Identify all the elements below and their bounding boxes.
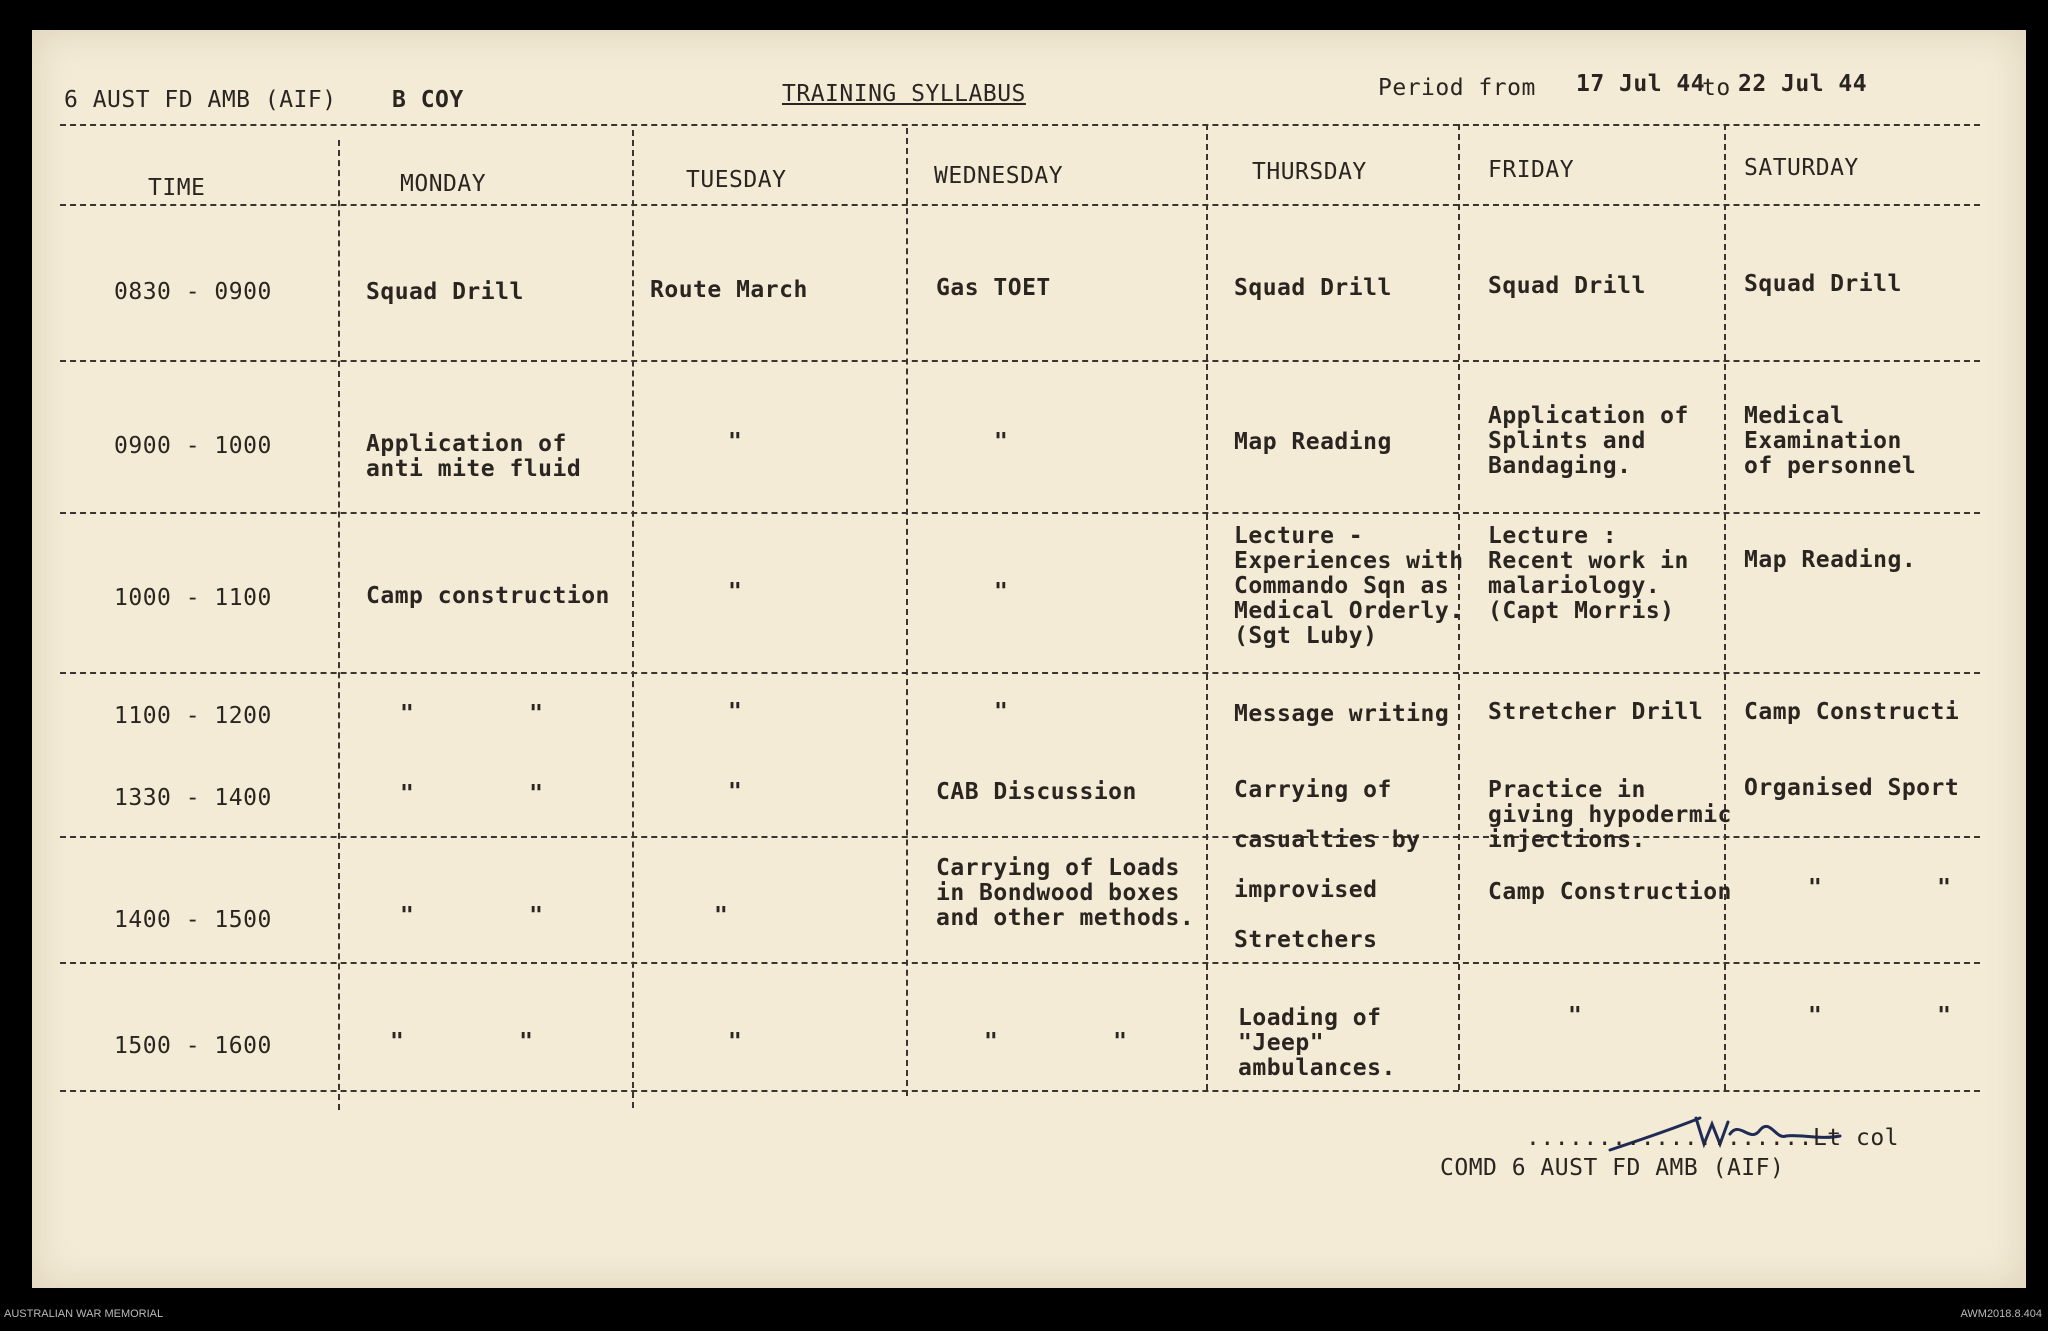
monday-cell: " " xyxy=(400,701,544,727)
time-cell: 0830 - 0900 xyxy=(114,279,272,305)
thursday-cell: Lecture - Experiences with Commando Sqn as Medical Orderly. (Sgt Luby) xyxy=(1234,523,1464,649)
monday-cell: " " xyxy=(400,903,544,929)
wednesday-cell: " " xyxy=(984,1029,1128,1055)
document-title: TRAINING SYLLABUS xyxy=(782,81,1026,107)
column-divider-4 xyxy=(1206,124,1208,1090)
rule-top xyxy=(60,124,1980,126)
tuesday-cell: Route March xyxy=(650,277,808,303)
column-divider-6 xyxy=(1724,124,1726,1090)
period-to: 22 Jul 44 xyxy=(1738,71,1868,97)
saturday-cell: Camp Constructi xyxy=(1744,700,1960,725)
period-label: Period from xyxy=(1378,75,1536,101)
rule-row-5 xyxy=(60,962,1980,964)
tuesday-cell: " xyxy=(728,429,743,455)
time-cell: 1100 - 1200 xyxy=(114,703,272,729)
time-cell: 1000 - 1100 xyxy=(114,585,272,611)
column-divider-3 xyxy=(906,128,908,1096)
wednesday-cell: " xyxy=(994,429,1009,455)
unit-name: 6 AUST FD AMB (AIF) xyxy=(64,87,337,113)
wednesday-cell: Gas TOET xyxy=(936,275,1051,301)
monday-cell: Camp construction xyxy=(366,583,610,609)
friday-cell: Lecture : Recent work in malariology. (Capt Morris) xyxy=(1488,523,1689,624)
tuesday-cell: " xyxy=(728,779,743,805)
wednesday-cell: " xyxy=(994,579,1009,605)
period-from: 17 Jul 44 xyxy=(1576,71,1706,97)
tuesday-cell: " xyxy=(728,1029,743,1055)
friday-cell: Practice in giving hypodermic injections. xyxy=(1488,777,1732,853)
saturday-cell: " " xyxy=(1808,1003,1952,1029)
column-divider-2 xyxy=(632,130,634,1108)
period-to-label: to xyxy=(1702,75,1731,101)
rule-row-3 xyxy=(60,672,1980,674)
friday-cell: Squad Drill xyxy=(1488,273,1646,299)
tuesday-cell: " xyxy=(728,579,743,605)
column-header-tuesday: TUESDAY xyxy=(686,167,787,193)
thursday-cell: Carrying of casualties by improvised Stretchers xyxy=(1234,777,1421,953)
wednesday-cell: CAB Discussion xyxy=(936,779,1137,805)
column-divider-1 xyxy=(338,140,340,1110)
rule-row-1 xyxy=(60,360,1980,362)
saturday-cell: Squad Drill xyxy=(1744,271,1902,297)
rule-bottom xyxy=(60,1090,1980,1092)
company-name: B COY xyxy=(392,87,464,113)
time-cell: 1400 - 1500 xyxy=(114,907,272,933)
signature-rank-line: ....................Lt col xyxy=(1526,1125,1900,1151)
time-cell: 1330 - 1400 xyxy=(114,785,272,811)
friday-cell: Camp Construction xyxy=(1488,879,1732,905)
saturday-cell: Organised Sport xyxy=(1744,775,1960,801)
column-header-friday: FRIDAY xyxy=(1488,157,1575,183)
rule-under-headers xyxy=(60,204,1980,206)
archive-reference: AWM2018.8.404 xyxy=(1960,1308,2042,1320)
friday-cell: Stretcher Drill xyxy=(1488,699,1704,725)
tuesday-cell: " xyxy=(728,699,743,725)
friday-cell: Application of Splints and Bandaging. xyxy=(1488,403,1689,479)
thursday-cell: Loading of "Jeep" ambulances. xyxy=(1238,1005,1396,1081)
wednesday-cell: " xyxy=(994,699,1009,725)
thursday-cell: Squad Drill xyxy=(1234,275,1392,301)
signature-title: COMD 6 AUST FD AMB (AIF) xyxy=(1440,1155,1785,1181)
monday-cell: " " xyxy=(400,781,544,807)
archive-caption: AUSTRALIAN WAR MEMORIAL xyxy=(4,1308,164,1320)
saturday-cell: Medical Examination of personnel xyxy=(1744,403,1917,479)
time-cell: 1500 - 1600 xyxy=(114,1033,272,1059)
monday-cell: Squad Drill xyxy=(366,279,524,305)
wednesday-cell: Carrying of Loads in Bondwood boxes and other methods. xyxy=(936,855,1195,931)
rule-row-2 xyxy=(60,512,1980,514)
saturday-cell: Map Reading. xyxy=(1744,547,1917,573)
column-header-monday: MONDAY xyxy=(400,171,487,197)
friday-cell: " xyxy=(1568,1003,1583,1029)
column-header-thursday: THURSDAY xyxy=(1252,159,1367,185)
column-header-wednesday: WEDNESDAY xyxy=(934,163,1064,189)
thursday-cell: Map Reading xyxy=(1234,429,1392,455)
monday-cell: " " xyxy=(390,1029,534,1055)
saturday-cell: " " xyxy=(1808,875,1952,901)
column-header-time: TIME xyxy=(148,175,206,201)
tuesday-cell: " xyxy=(714,903,729,929)
monday-cell: Application of anti mite fluid xyxy=(366,431,582,482)
thursday-cell: Message writing xyxy=(1234,701,1450,727)
column-header-saturday: SATURDAY xyxy=(1744,155,1859,181)
time-cell: 0900 - 1000 xyxy=(114,433,272,459)
